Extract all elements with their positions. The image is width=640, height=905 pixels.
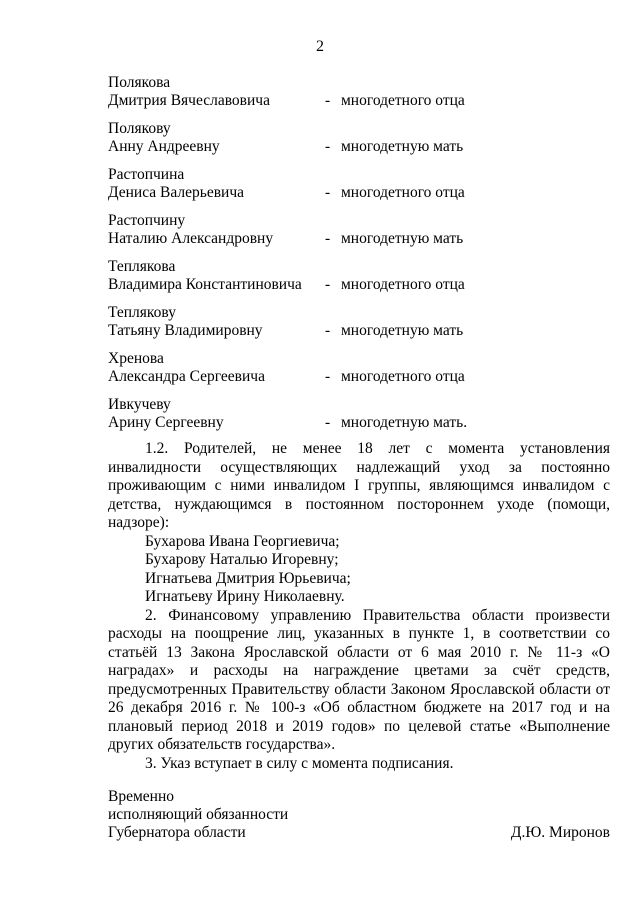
recipient-given-names: Татьяну Владимировну [108, 322, 263, 339]
dash-separator: - [325, 184, 331, 201]
recipient-role: многодетного отца [341, 184, 465, 201]
section-3-paragraph: 3. Указ вступает в силу с момента подписания. [145, 754, 454, 772]
recipient-surname: Растопчину [108, 212, 186, 229]
recipient-entry [108, 350, 608, 396]
recipient-entry [108, 258, 608, 304]
decree-body [108, 440, 610, 773]
recipient-given-names: Александра Сергеевича [108, 368, 265, 385]
recipient-surname: Ивкучеву [108, 396, 171, 413]
recipient-role: многодетную мать [341, 138, 464, 155]
recipient-role: многодетную мать [341, 322, 464, 339]
dash-separator: - [325, 276, 331, 293]
recipient-given-names: Наталию Александровну [108, 230, 274, 247]
recipient-entry [108, 74, 608, 120]
recipient-surname: Растопчина [108, 166, 185, 183]
parent-name: Игнатьева Дмитрия Юрьевича; [145, 569, 351, 587]
recipient-role: многодетную мать [341, 230, 464, 247]
recipient-given-names: Арину Сергеевну [108, 414, 224, 431]
dash-separator: - [325, 138, 331, 155]
section-1-2-paragraph: 1.2. Родителей, не менее 18 лет с момента установления инвалидности осуществляющих надлежащий уход за постоянно проживающим с ними инвалидом I группы, являющимся инвалидом с детства, нуждающимся в постоянном постороннем уходе (помощи, надзоре): [108, 440, 610, 531]
dash-separator: - [325, 368, 331, 385]
dash-separator: - [325, 230, 331, 247]
recipient-entry [108, 166, 608, 212]
parent-name: Бухарову Наталью Игоревну; [145, 551, 339, 568]
section-2-paragraph: 2. Финансовому управлению Правительства области произвести расходы на поощрение лиц, указанных в пункте 1, в соответствии со статьёй 13 Закона Ярославской области от 6 мая 2010 г. № 11-з «О наградах» и расходы на награждение цветами за счёт средств, предусмотренных Правительству области Законом Ярославской области от 26 декабря 2016 г. № 100-з «Об областном бюджете на 2017 год и на плановый период 2018 и 2019 годов» по целевой статье «Выполнение других обязательств государства». [108, 606, 610, 753]
recipient-given-names: Дмитрия Вячеславовича [108, 92, 270, 109]
recipient-given-names: Анну Андреевну [108, 138, 220, 155]
recipient-entry [108, 396, 608, 442]
recipient-surname: Полякова [108, 74, 171, 91]
recipient-surname: Хренова [108, 350, 164, 367]
recipient-role: многодетного отца [341, 368, 465, 385]
dash-separator: - [325, 322, 331, 339]
dash-separator: - [325, 92, 331, 109]
signature-title-line-1: Временно [108, 788, 174, 805]
recipient-role: многодетную мать. [341, 414, 468, 431]
recipient-surname: Теплякова [108, 258, 176, 275]
parent-name: Игнатьеву Ирину Николаевну. [145, 588, 345, 605]
parent-name: Бухарова Ивана Георгиевича; [145, 532, 340, 550]
recipient-entry [108, 212, 608, 258]
recipient-role: многодетного отца [341, 276, 465, 293]
award-recipients-list [108, 74, 608, 442]
recipient-role: многодетного отца [341, 92, 465, 109]
signature-title-line-3: Губернатора области [108, 824, 246, 841]
recipient-given-names: Дениса Валерьевича [108, 184, 245, 201]
recipient-given-names: Владимира Константиновича [108, 276, 302, 293]
signer-name: Д.Ю. Миронов [510, 824, 610, 841]
dash-separator: - [325, 414, 331, 431]
recipient-entry [108, 120, 608, 166]
recipient-entry [108, 304, 608, 350]
signature-block [108, 788, 610, 842]
page-number: 2 [316, 38, 324, 55]
recipient-surname: Полякову [108, 120, 171, 137]
recipient-surname: Теплякову [108, 304, 176, 321]
signature-title-line-2: исполняющий обязанности [108, 806, 289, 823]
